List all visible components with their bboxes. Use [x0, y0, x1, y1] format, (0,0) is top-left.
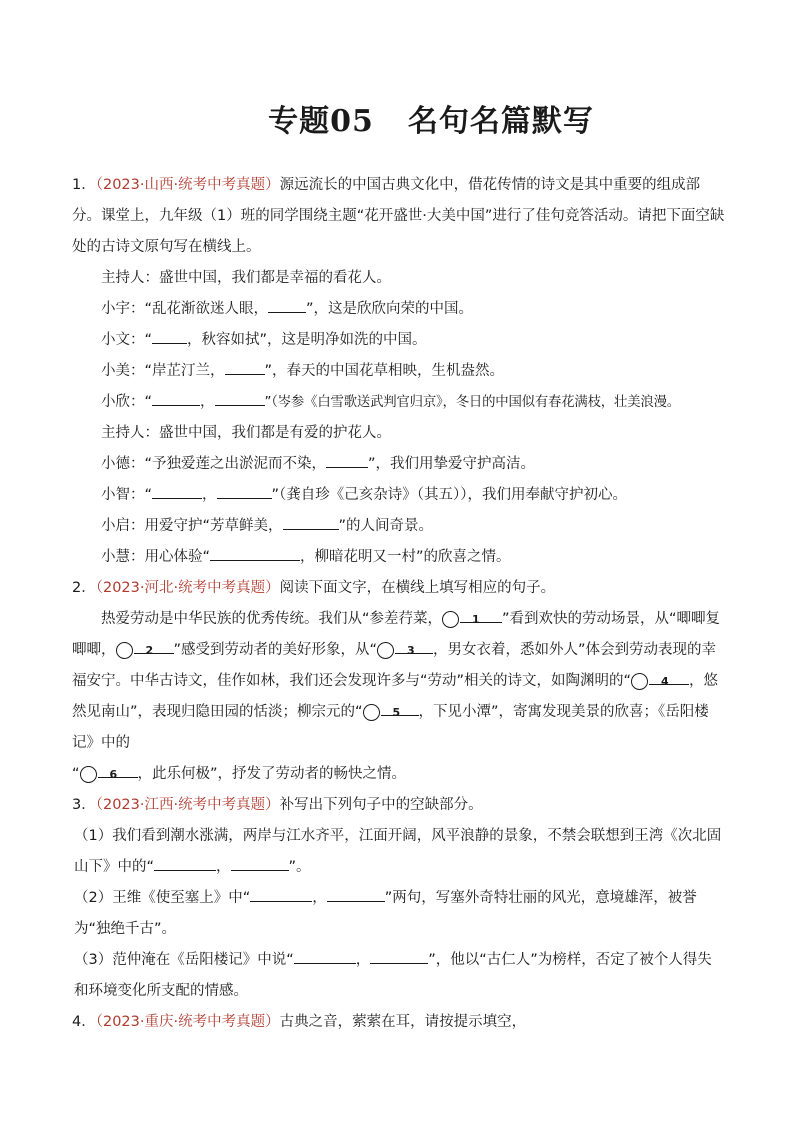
- question-text: 阅读下面文字，在横线上填写相应的句子。: [279, 580, 556, 596]
- blank[interactable]: [294, 946, 356, 964]
- question-text: 源远流长的中国古典文化中，借花传情的诗文是其中重要的组成部分。课堂上，九年级（1）班的同学围绕主题“花开盛世·大美中国”进行了佳句竞答活动。请把下面空缺处的古诗文原句写在横线上。: [72, 177, 725, 255]
- q2-passage: 热爱劳动是中华民族的优秀传统。我们从“参差荇菜， 1 ”看到欢快的劳动场景，从“唧唧复唧唧， 2 ”感受到劳动者的美好形象，从“ 3 ，男女衣着，悉如外人”体会到劳动表现的幸福安宁。中华古诗文，佳作如林，我们还会发现许多与“劳动”相关的诗文，如陶渊明的“ 4 ，悠然见南山”，表现归隐田园的恬淡；柳宗元的“ 5 ，下见小潭”，寄寓发现美景的欣喜；《岳阳楼记》中的 “ 6 ，此乐何极”，抒发了劳动者的畅快之情。: [72, 604, 726, 790]
- q1-line-1: 主持人：盛世中国，我们都是幸福的看花人。: [101, 270, 391, 286]
- blank[interactable]: [225, 357, 265, 375]
- blank[interactable]: [283, 512, 339, 530]
- circled-number-1: 1: [442, 611, 459, 628]
- page-title: [0, 96, 794, 140]
- circled-number-4: 4: [631, 673, 648, 690]
- q1-line-6: 主持人：盛世中国，我们都是有爱的护花人。: [101, 425, 391, 441]
- q1-line-5: 小欣：“ ， ”（岑参《白雪歌送武判官归京》，冬日的中国似有春花满枝，壮美浪漫。: [72, 387, 726, 418]
- blank[interactable]: [217, 481, 272, 499]
- blank[interactable]: [268, 295, 306, 313]
- q3-item-1: （1）我们看到潮水涨满，两岸与江水齐平，江面开阔，风平浪静的景象，不禁会联想到王湾《次北固山下》中的“ ， ”。: [74, 828, 722, 875]
- question-source: （2023·山西·统考中考真题）: [95, 177, 280, 193]
- q1-line-4: 小美：“岸芷汀兰， ”，春天的中国花草相映，生机盎然。: [72, 356, 726, 387]
- question-2: [72, 573, 726, 604]
- blank[interactable]: [154, 853, 216, 871]
- q1-line-2: 小宇：“乱花渐欲迷人眼， ”，这是欣欣向荣的中国。: [72, 294, 726, 325]
- q1-line-7: 小德：“予独爱莲之出淤泥而不染， ”，我们用挚爱守护高洁。: [72, 449, 726, 480]
- blank[interactable]: [326, 450, 368, 468]
- blank[interactable]: [250, 884, 312, 902]
- blank[interactable]: [231, 853, 289, 871]
- question-text: 古典之音，萦萦在耳，请按提示填空，: [279, 1014, 527, 1030]
- blank[interactable]: [152, 388, 200, 406]
- blank[interactable]: [649, 667, 689, 685]
- blank[interactable]: [98, 760, 138, 778]
- q1-line-8: 小智：“ ， ”（龚自珍《己亥杂诗》（其五）），我们用奉献守护初心。: [72, 480, 726, 511]
- blank[interactable]: [210, 543, 300, 561]
- question-number: 1．: [72, 177, 96, 193]
- blank[interactable]: [395, 636, 433, 654]
- question-text: 补写出下列句子中的空缺部分。: [279, 797, 483, 813]
- circled-number-6: 6: [80, 766, 97, 783]
- question-number: 2．: [72, 580, 96, 596]
- title-text: 名句名篇默写: [407, 104, 594, 139]
- q3-item-2: （2）王维《使至塞上》中“ ， ”两句，写塞外奇特壮丽的风光，意境雄浑，被誉为“独绝千古”。: [72, 883, 726, 945]
- question-4: [72, 1007, 726, 1038]
- content: [72, 170, 726, 1038]
- circled-number-3: 3: [377, 642, 394, 659]
- blank[interactable]: [134, 636, 174, 654]
- question-3: [72, 790, 726, 821]
- question-number: 3．: [72, 797, 96, 813]
- q3-item-3: （3）范仲淹在《岳阳楼记》中说“ ， ”，他以“古仁人”为榜样，否定了被个人得失和环境变化所支配的情感。: [72, 945, 726, 1007]
- blank[interactable]: [381, 698, 419, 716]
- title-number: 专题05: [268, 104, 374, 139]
- blank[interactable]: [215, 388, 265, 406]
- question-1: [72, 170, 726, 263]
- question-source: （2023·江西·统考中考真题）: [95, 797, 280, 813]
- question-source: （2023·重庆·统考中考真题）: [95, 1014, 280, 1030]
- q1-line-10: 小慧：用心体验“ ，柳暗花明又一村”的欣喜之情。: [72, 542, 726, 573]
- circled-number-2: 2: [116, 642, 133, 659]
- q1-line-9: 小启：用爱守护“芳草鲜美， ”的人间奇景。: [72, 511, 726, 542]
- circled-number-5: 5: [363, 704, 380, 721]
- question-number: 4．: [72, 1014, 96, 1030]
- blank[interactable]: [460, 605, 502, 623]
- q1-line-3: 小文：“ ，秋容如拭”，这是明净如洗的中国。: [72, 325, 726, 356]
- blank[interactable]: [327, 884, 385, 902]
- question-source: （2023·河北·统考中考真题）: [95, 580, 280, 596]
- blank[interactable]: [152, 481, 202, 499]
- blank[interactable]: [370, 946, 428, 964]
- blank[interactable]: [152, 326, 187, 344]
